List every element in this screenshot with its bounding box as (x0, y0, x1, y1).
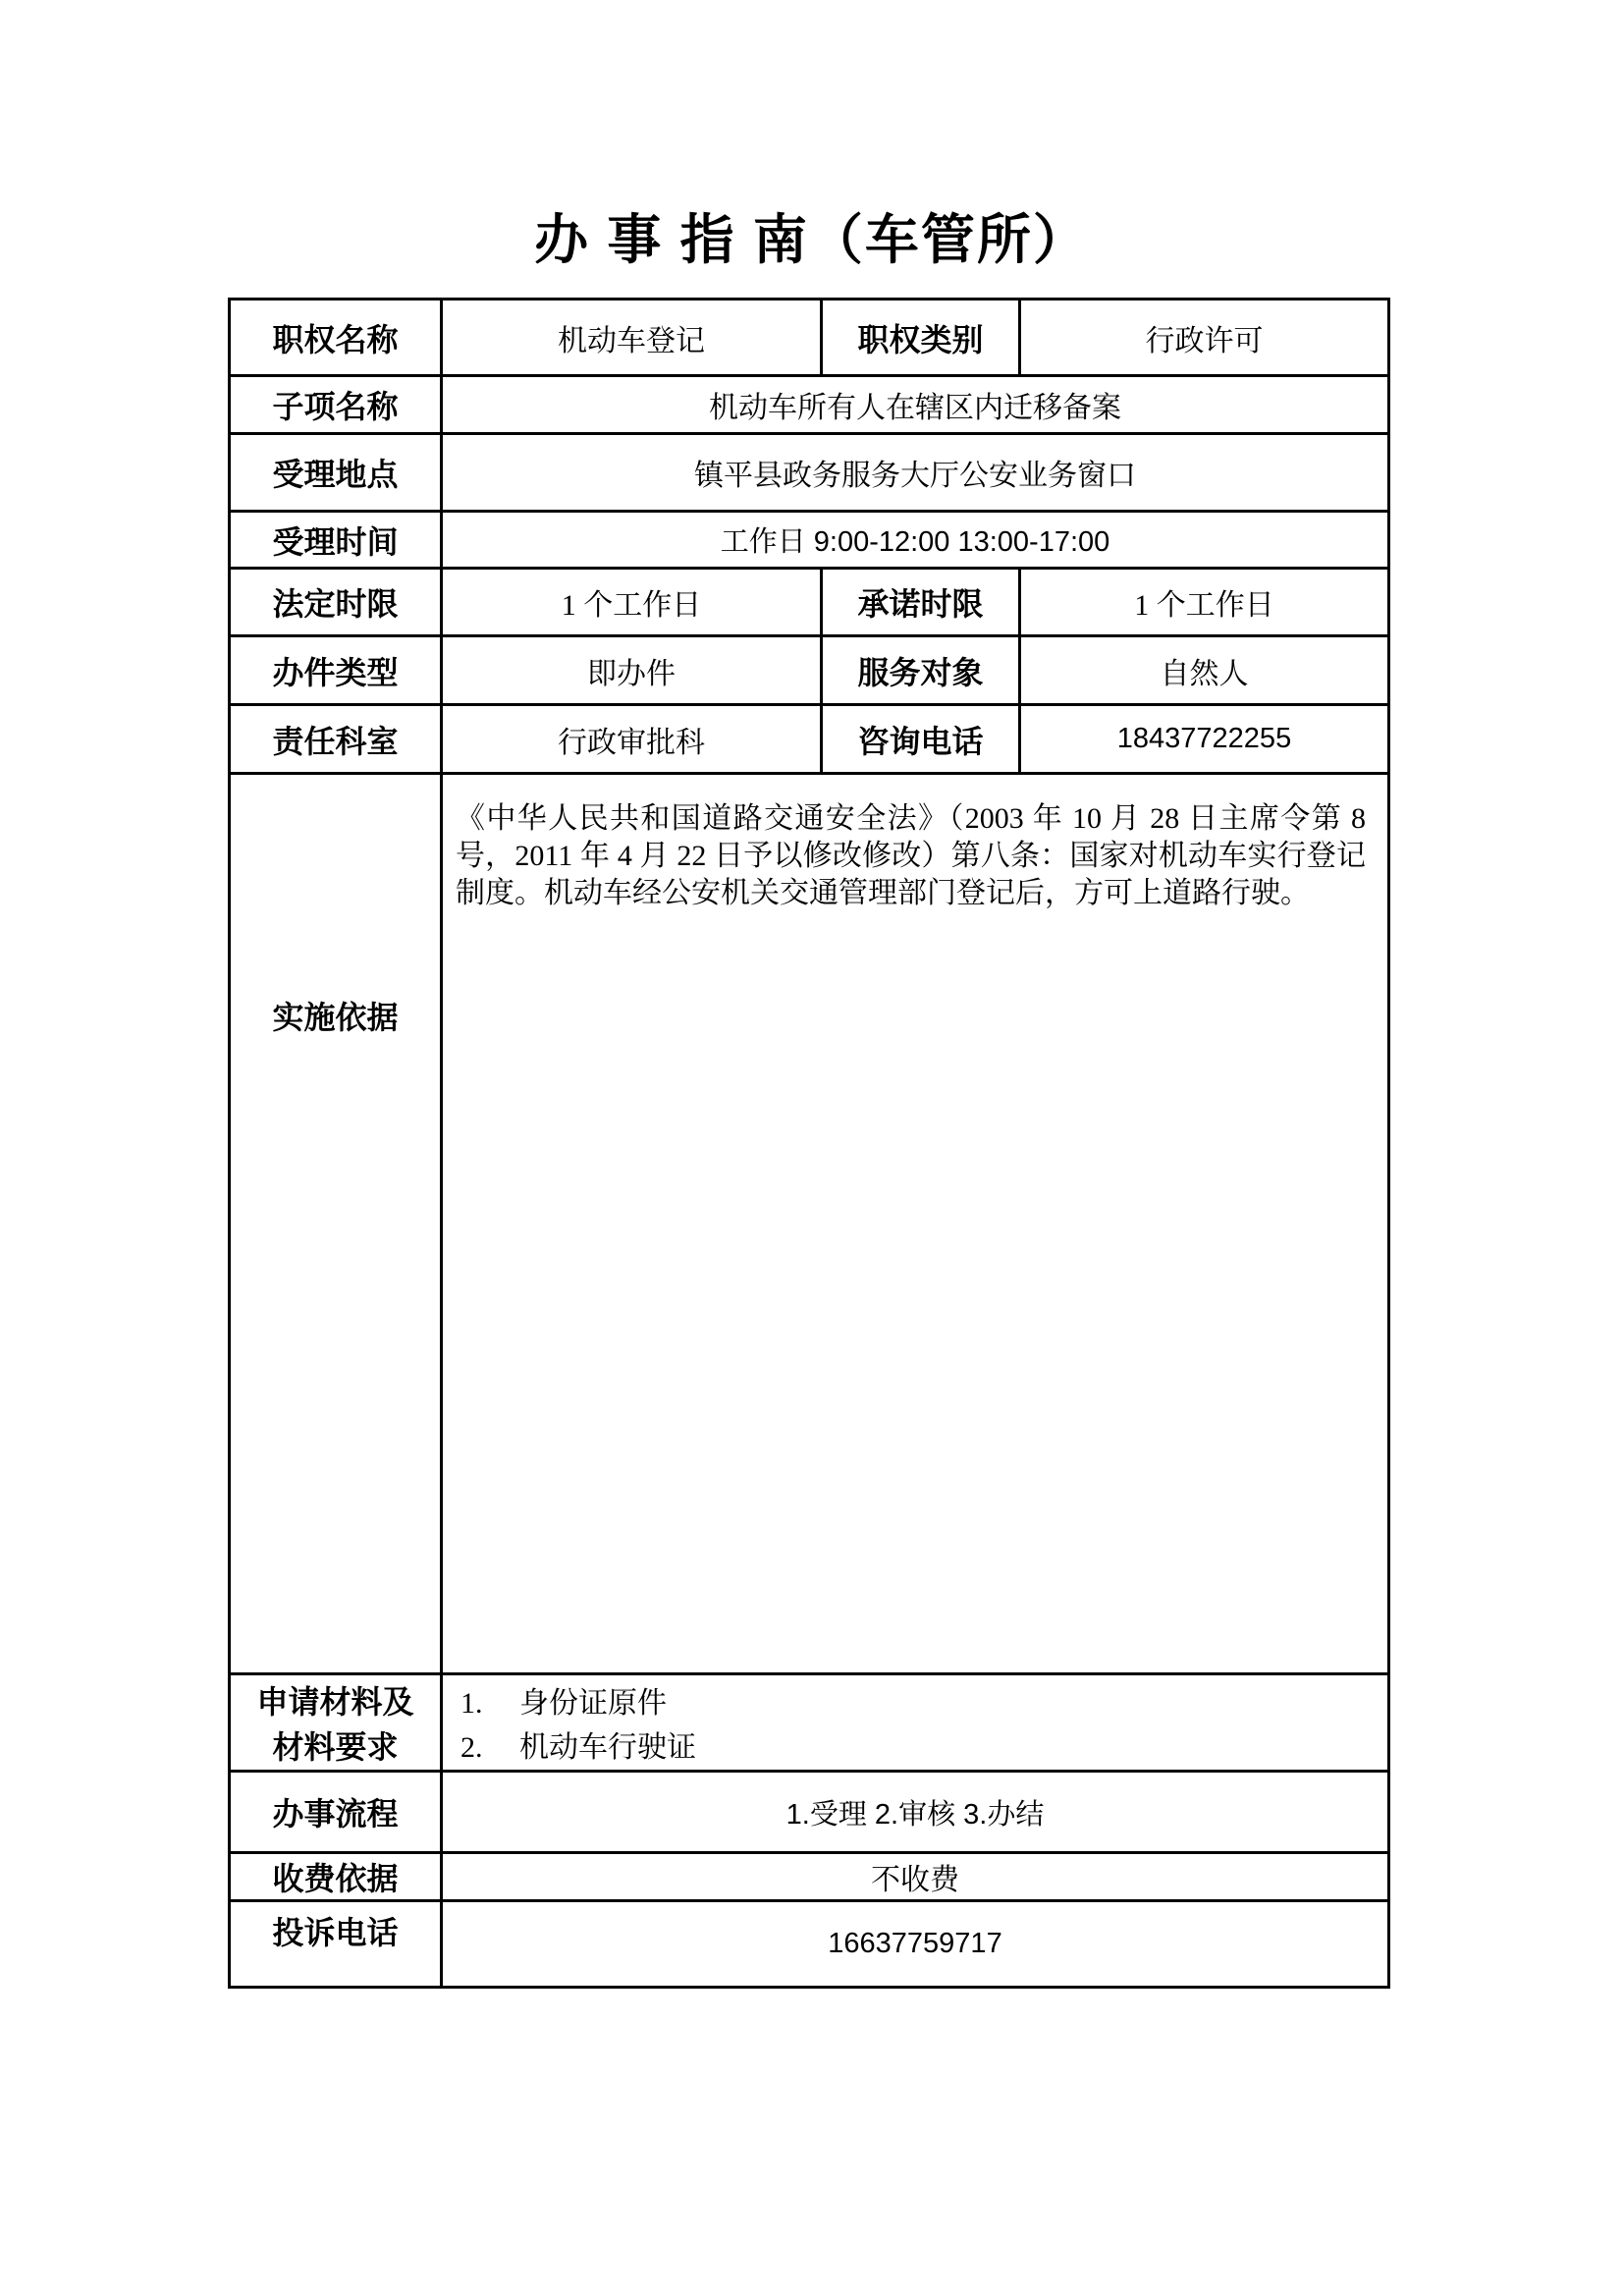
row-case-type (230, 636, 1389, 705)
authority-name-value: 机动车登记 (442, 300, 822, 376)
case-type-value: 即办件 (442, 636, 822, 705)
authority-type-label: 职权类别 (822, 300, 1020, 376)
materials-label (230, 1674, 442, 1772)
fee-basis-value: 不收费 (442, 1853, 1389, 1901)
materials-list (442, 1674, 1389, 1772)
materials-label-line1: 申请材料及 (256, 1684, 414, 1720)
accept-time-value: 工作日 9:00-12:00 13:00-17:00 (442, 512, 1389, 569)
process-value: 1.受理 2.审核 3.办结 (442, 1772, 1389, 1853)
sub-item-value: 机动车所有人在辖区内迁移备案 (442, 376, 1389, 434)
accept-location-value: 镇平县政务服务大厅公安业务窗口 (442, 434, 1389, 512)
row-authority (230, 300, 1389, 376)
complaint-phone-value: 16637759717 (442, 1901, 1389, 1988)
material-item-number: 2. (460, 1731, 483, 1764)
row-department (230, 705, 1389, 774)
row-fee-basis (230, 1853, 1389, 1901)
implementation-basis-text: 《中华人民共和国道路交通安全法》（2003 年 10 月 28 日主席令第 8 号，2011 年 4 月 22 日予以修改修改）第八条：国家对机动车实行登记制度。机动车经公安机关交通管理部门登记后，方可上道路行驶。 (456, 802, 1366, 909)
process-label: 办事流程 (230, 1772, 442, 1853)
row-accept-location (230, 434, 1389, 512)
accept-location-label: 受理地点 (230, 434, 442, 512)
responsible-dept-label: 责任科室 (230, 705, 442, 774)
fee-basis-label: 收费依据 (230, 1853, 442, 1901)
row-implementation-basis (230, 774, 1389, 1674)
row-accept-time (230, 512, 1389, 569)
material-item-text: 身份证原件 (519, 1687, 667, 1720)
row-time-limits (230, 569, 1389, 636)
row-process (230, 1772, 1389, 1853)
responsible-dept-value: 行政审批科 (442, 705, 822, 774)
row-complaint-phone (230, 1901, 1389, 1988)
authority-type-value: 行政许可 (1020, 300, 1389, 376)
authority-name-label: 职权名称 (230, 300, 442, 376)
promise-limit-label: 承诺时限 (822, 569, 1020, 636)
row-sub-item (230, 376, 1389, 434)
material-item-text: 机动车行驶证 (519, 1731, 696, 1764)
legal-limit-label: 法定时限 (230, 569, 442, 636)
material-item (455, 1725, 1378, 1770)
service-target-value: 自然人 (1020, 636, 1389, 705)
promise-limit-value: 1 个工作日 (1020, 569, 1389, 636)
service-target-label: 服务对象 (822, 636, 1020, 705)
implementation-basis-label: 实施依据 (230, 774, 442, 1674)
consult-phone-value: 18437722255 (1020, 705, 1389, 774)
accept-time-label: 受理时间 (230, 512, 442, 569)
page-title: 办 事 指 南（车管所） (534, 209, 1089, 270)
sub-item-label: 子项名称 (230, 376, 442, 434)
row-materials (230, 1674, 1389, 1772)
materials-label-line2: 材料要求 (272, 1729, 399, 1765)
implementation-basis-cell (442, 774, 1389, 1674)
material-item (455, 1681, 1378, 1725)
service-guide-table (228, 298, 1390, 1989)
case-type-label: 办件类型 (230, 636, 442, 705)
legal-limit-value: 1 个工作日 (442, 569, 822, 636)
material-item-number: 1. (460, 1687, 483, 1720)
consult-phone-label: 咨询电话 (822, 705, 1020, 774)
complaint-phone-label: 投诉电话 (230, 1901, 442, 1988)
